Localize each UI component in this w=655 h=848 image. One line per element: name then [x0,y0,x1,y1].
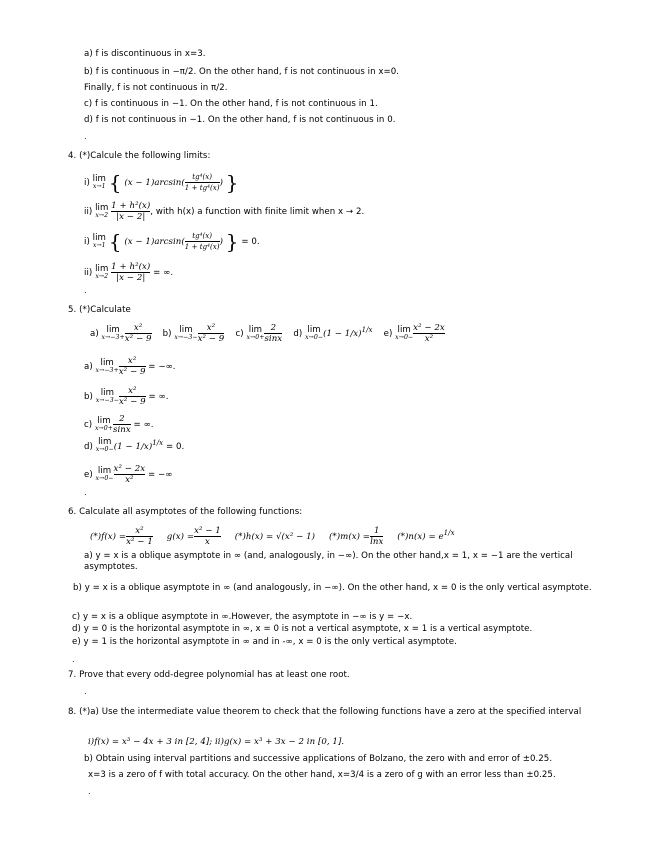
lim-text: lim [179,324,193,335]
numerator: x² [127,356,137,366]
item-label: e) [84,470,93,480]
lim-subscript: x→−3− [174,333,198,341]
numerator: x² [206,323,216,333]
p8-heading-text: 8. (*)a) Use the intermediate value theorem to check that the following functions have a zero at the specified interval [68,707,582,717]
limit-operator [395,326,413,342]
denominator: x² − 9 [124,334,152,344]
result: = −∞. [148,362,176,372]
result: = ∞. [153,268,174,278]
lim-subscript: x→2 [95,211,109,219]
lim-text: lim [397,324,411,335]
p6-heading: 6. Calculate all asymptotes of the following functions: [68,507,303,517]
exponent: 1/x [443,529,455,538]
p6-answer-b: b) y = x is a oblique asymptote in ∞ (and analogously, in −∞). On the other hand, x = 0 is the only vertical asymptote. [73,583,592,593]
p5-answer-b [84,386,169,407]
result: = −∞ [147,470,173,480]
denominator: x² − 9 [118,397,146,407]
denominator: 1 + tg⁴(x) [184,243,220,251]
right-brace: } [225,229,239,254]
fraction [119,356,146,377]
denominator: x² − 9 [197,334,225,344]
lim-text: lim [98,437,112,448]
result: = 0. [241,237,260,247]
p8-answer: x=3 is a zero of f with total accuracy. On the other hand, x=3/4 is a zero of g with an error less than ±0.25. [88,770,556,780]
limit-operator [93,234,106,250]
expr-right: ) [219,178,223,188]
p3-answer-b-line1: b) f is continuous in −π/2. On the other hand, f is not continuous in x=0. [84,67,400,77]
denominator: x [194,536,221,547]
p8-part-b: b) Obtain using interval partitions and successive applications of Bolzano, the zero with and error of ±0.25. [84,754,553,764]
item-label: e) [383,329,393,339]
numerator: tg⁴(x) [192,232,213,240]
m-label: (*)m(x) = [328,532,371,542]
exponent: 1/x [152,439,164,447]
lim-subscript: x→−3+ [101,333,125,341]
denominator: x² − 1 [126,537,153,547]
fraction [198,323,225,344]
expr-left: (x − 1)arcsin( [124,237,185,247]
limit-operator [93,175,106,191]
lim-subscript: x→−3− [95,396,119,404]
fraction [194,526,221,547]
limit-operator [95,417,113,433]
numerator: x² − 1 [194,526,221,536]
expr-left: (x − 1)arcsin( [124,178,185,188]
denominator: x² [114,474,146,485]
p3-answer-a: a) f is discontinuous in x=3. [84,49,206,59]
left-brace: { [108,170,122,195]
fraction [185,172,220,193]
p4-item-i [84,172,239,193]
lim-subscript: x→−3+ [95,366,119,374]
denominator: |x − 2| [111,211,150,222]
p8-heading [68,707,592,718]
limit-operator [96,467,114,483]
lim-subscript: x→0− [305,333,324,341]
p5-answer-d [84,438,184,454]
item-label: c) [84,420,93,430]
limit-operator [246,326,264,342]
numerator: x² − 2x [413,323,445,333]
p5-answer-e [84,464,172,485]
item-label: c) [235,329,244,339]
exponent: 1/x [361,326,373,335]
denominator: |x − 2| [111,272,150,283]
fraction [413,323,445,344]
lim-subscript: x→1 [92,182,106,190]
limit-operator [305,326,323,342]
separator-dot: . [84,132,87,141]
g-label: g(x) = [166,532,195,542]
right-brace: } [225,170,239,195]
lim-text: lim [100,357,114,368]
numerator: 2 [270,323,277,333]
limit-operator [95,265,108,281]
item-label: a) [90,329,99,339]
lim-subscript: x→0− [95,474,114,482]
fraction [111,262,150,283]
p5-answer-a [84,356,176,377]
p3-answer-d: d) f is not continuous in −1. On the other hand, f is not continuous in 0. [84,115,396,125]
fraction [126,526,153,547]
numerator: 1 [373,526,380,536]
limit-operator [95,204,108,220]
fraction [114,464,146,485]
lim-subscript: x→0+ [94,424,113,432]
n-function: (*)n(x) = e [397,532,444,542]
item-label: i) [84,178,90,188]
limit-operator [96,438,114,454]
limit-operator [174,326,197,342]
item-label: d) [293,329,303,339]
separator-dot: . [84,286,87,295]
p6-answer-e: e) y = 1 is the horizontal asymptote in ∞ and in -∞, x = 0 is the only vertical asymptote. [72,637,457,647]
expr-right: ) [219,237,223,247]
f-label: (*)f(x) = [90,532,127,542]
lim-subscript: x→0− [395,333,414,341]
p4-item-ii [84,201,364,222]
lim-text: lim [95,202,109,213]
numerator: x² [128,386,137,396]
p4-answer-ii [84,262,173,283]
numerator: 1 + h²(x) [111,262,151,272]
denominator: lnx [370,537,384,547]
item-label: b) [162,329,172,339]
p6-answer-d: d) y = 0 is the horizontal asymptote in ∞, x = 0 is not a vertical asymptote, x = 1 is a vertical asymptote. [72,624,533,634]
lim-subscript: x→2 [95,272,109,280]
lim-subscript: x→1 [92,241,106,249]
p3-answer-c: c) f is continuous in −1. On the other hand, f is not continuous in 1. [84,99,378,109]
denominator: 1 + tg⁴(x) [184,184,220,192]
result: = ∞. [133,420,154,430]
item-label: d) [84,441,93,452]
lim-text: lim [97,465,112,476]
fraction [111,201,150,222]
numerator: 2 [119,414,125,424]
lim-text: lim [92,232,106,243]
lim-text: lim [106,324,120,335]
item-label: ii) [84,268,93,278]
item-label: i) [84,237,90,247]
separator-dot: . [88,787,91,796]
lim-text: lim [95,263,109,274]
separator-dot: . [84,488,87,497]
p4-answer-i [84,231,260,252]
p5-problem-row [90,323,445,344]
fraction [370,526,383,547]
limit-operator [96,359,119,375]
numerator: x² [135,526,144,536]
p4-heading: 4. (*)Calcule the following limits: [68,151,211,161]
numerator: tg⁴(x) [192,173,213,181]
numerator: 1 + h²(x) [111,201,151,211]
p5-heading: 5. (*)Calculate [68,305,131,315]
denominator: sinx [264,334,283,344]
lim-text: lim [100,387,114,398]
numerator: x² [133,323,143,333]
left-brace: { [108,229,122,254]
expr: (1 − 1/x) [113,441,153,452]
p3-answer-b-line2: Finally, f is not continuous in π/2. [84,83,228,93]
p6-answer-a: a) y = x is a oblique asymptote in ∞ (and, analogously, in −∞). On the other hand,x = 1, x = −1 are the vertical asymptotes. [84,551,573,572]
h-function: (*)h(x) = √(x² − 1) [234,532,316,542]
separator-dot: . [84,687,87,696]
lim-text: lim [97,415,111,426]
fraction [119,386,146,407]
expr: (1 − 1/x) [323,329,362,339]
p6-functions-row [90,526,455,547]
lim-subscript: x→0+ [246,333,265,341]
lim-text: lim [92,173,106,184]
lim-text: lim [307,324,321,335]
expr-tail: , with h(x) a function with finite limit when x → 2. [150,207,365,217]
fraction [264,323,282,344]
p6-answer-c: c) y = x is a oblique asymptote in ∞.However, the asymptote in −∞ is y = −x. [72,612,413,622]
item-label: ii) [84,207,93,217]
result: = ∞. [148,392,169,402]
fraction [113,414,131,435]
fraction [125,323,152,344]
denominator: x² − 9 [118,367,146,377]
lim-text: lim [248,324,263,335]
limit-operator [102,326,125,342]
lim-subscript: x→0− [95,446,114,454]
p5-answer-c [84,414,154,435]
p8-functions: i)f(x) = x³ − 4x + 3 in [2, 4]; ii)g(x) = x³ + 3x − 2 in [0, 1]. [88,737,345,747]
p7-heading: 7. Prove that every odd-degree polynomial has at least one root. [68,670,350,680]
limit-operator [96,389,119,405]
item-label: b) [84,392,93,402]
item-label: a) [84,362,93,372]
denominator: sinx [112,425,131,435]
separator-dot: . [72,655,75,664]
denominator: x² [413,333,445,344]
numerator: x² − 2x [113,464,146,474]
result: = 0. [165,441,185,452]
fraction [185,231,220,252]
